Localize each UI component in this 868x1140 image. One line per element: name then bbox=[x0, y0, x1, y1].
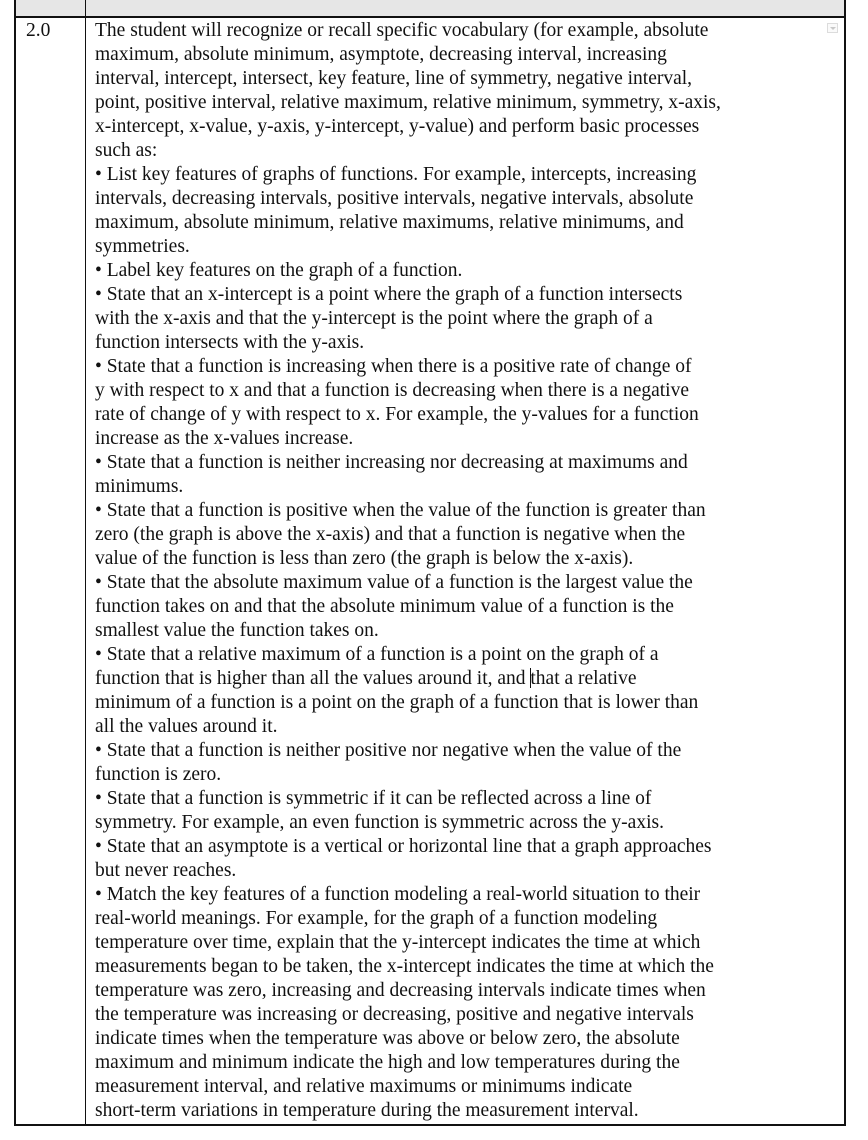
description-line: temperature was zero, increasing and decreasing intervals indicate times when bbox=[95, 980, 706, 1001]
table-row bbox=[15, 17, 845, 1125]
description-line: • State that a function is positive when the value of the function is greater than bbox=[95, 500, 706, 521]
description-line: value of the function is less than zero (the graph is below the x-axis). bbox=[95, 548, 634, 569]
header-cell-description[interactable] bbox=[86, 0, 846, 17]
description-line: symmetry. For example, an even function is symmetric across the y-axis. bbox=[95, 812, 664, 833]
description-line: zero (the graph is above the x-axis) and that a function is negative when the bbox=[95, 524, 686, 545]
description-line: • State that a function is neither increasing nor decreasing at maximums and bbox=[95, 452, 688, 473]
description-line-text: that a relative bbox=[530, 668, 637, 689]
description-line: minimums. bbox=[95, 476, 184, 497]
description-line: • State that a function is increasing when there is a positive rate of change of bbox=[95, 356, 692, 377]
description-line: real-world meanings. For example, for the graph of a function modeling bbox=[95, 908, 658, 929]
document-table bbox=[14, 0, 846, 1126]
description-line: function takes on and that the absolute minimum value of a function is the bbox=[95, 596, 674, 617]
description-line: • State that a relative maximum of a function is a point on the graph of a bbox=[95, 644, 659, 665]
description-line: maximum, absolute minimum, relative maximums, relative minimums, and bbox=[95, 212, 684, 233]
description-line: The student will recognize or recall specific vocabulary (for example, absolute bbox=[95, 20, 709, 41]
description-line: • State that a function is neither positive nor negative when the value of the bbox=[95, 740, 682, 761]
table-header-row bbox=[15, 0, 845, 17]
description-line: the temperature was increasing or decreasing, positive and negative intervals bbox=[95, 1004, 694, 1025]
description-line: • State that an asymptote is a vertical or horizontal line that a graph approaches bbox=[95, 836, 712, 857]
header-cell-score[interactable] bbox=[15, 0, 86, 17]
score-value: 2.0 bbox=[26, 20, 51, 41]
description-line: function is zero. bbox=[95, 764, 222, 785]
description-line: minimum of a function is a point on the graph of a function that is lower than bbox=[95, 692, 699, 713]
description-line: indicate times when the temperature was above or below zero, the absolute bbox=[95, 1028, 680, 1049]
description-line: all the values around it. bbox=[95, 716, 278, 737]
description-line: interval, intercept, intersect, key feature, line of symmetry, negative interval, bbox=[95, 68, 693, 89]
description-text[interactable] bbox=[95, 19, 840, 1123]
chevron-down-icon[interactable] bbox=[827, 23, 838, 33]
description-line: rate of change of y with respect to x. For example, the y-values for a function bbox=[95, 404, 699, 425]
description-line-text: function that is higher than all the values around it, and bbox=[95, 668, 531, 689]
description-line: • Match the key features of a function modeling a real-world situation to their bbox=[95, 884, 701, 905]
description-line: point, positive interval, relative maximum, relative minimum, symmetry, x-axis, bbox=[95, 92, 721, 113]
description-line: measurement interval, and relative maximums or minimums indicate bbox=[95, 1076, 633, 1097]
description-line: temperature over time, explain that the y-intercept indicates the time at which bbox=[95, 932, 701, 953]
description-line: • Label key features on the graph of a function. bbox=[95, 260, 463, 281]
score-cell[interactable] bbox=[15, 17, 86, 1125]
description-cell[interactable] bbox=[86, 17, 846, 1125]
description-line: y with respect to x and that a function is decreasing when there is a negative bbox=[95, 380, 690, 401]
description-line: • List key features of graphs of functions. For example, intercepts, increasing bbox=[95, 164, 697, 185]
description-line: • State that an x-intercept is a point where the graph of a function intersects bbox=[95, 284, 683, 305]
description-line: smallest value the function takes on. bbox=[95, 620, 379, 641]
description-line: maximum and minimum indicate the high and low temperatures during the bbox=[95, 1052, 680, 1073]
description-line: symmetries. bbox=[95, 236, 190, 257]
description-line: short-term variations in temperature during the measurement interval. bbox=[95, 1100, 639, 1121]
description-line: such as: bbox=[95, 140, 158, 161]
description-line: increase as the x-values increase. bbox=[95, 428, 354, 449]
description-line: with the x-axis and that the y-intercept is the point where the graph of a bbox=[95, 308, 653, 329]
description-line: x-intercept, x-value, y-axis, y-intercept, y-value) and perform basic processes bbox=[95, 116, 700, 137]
description-line: measurements began to be taken, the x-intercept indicates the time at which the bbox=[95, 956, 714, 977]
description-line bbox=[95, 667, 840, 691]
description-line: but never reaches. bbox=[95, 860, 237, 881]
description-line: intervals, decreasing intervals, positive intervals, negative intervals, absolute bbox=[95, 188, 694, 209]
description-line: • State that a function is symmetric if it can be reflected across a line of bbox=[95, 788, 652, 809]
description-line: function intersects with the y-axis. bbox=[95, 332, 365, 353]
description-line: • State that the absolute maximum value of a function is the largest value the bbox=[95, 572, 693, 593]
description-line: maximum, absolute minimum, asymptote, decreasing interval, increasing bbox=[95, 44, 667, 65]
